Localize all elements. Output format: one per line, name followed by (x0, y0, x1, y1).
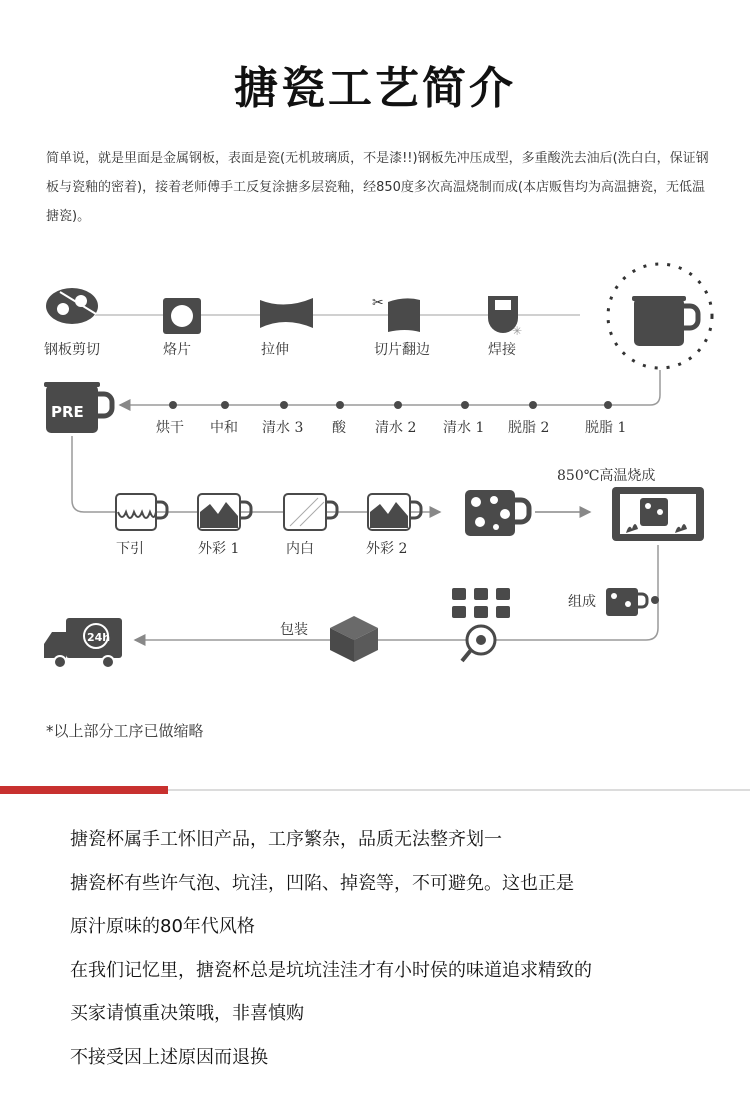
step-label-acid: 酸 (332, 420, 346, 436)
svg-text:✂: ✂ (372, 295, 384, 311)
step-label-rinse2: 清水 2 (375, 420, 417, 436)
step-label-flange: 切片翻边 (374, 342, 430, 358)
divider-line (168, 789, 750, 791)
accent-bar (0, 786, 168, 794)
package-box-icon (330, 616, 378, 662)
step-label-outer1: 外彩 1 (198, 541, 240, 557)
flower-cup-icon (465, 490, 529, 536)
intro-paragraph: 简单说，就是里面是金属钢板，表面是瓷(无机玻璃质，不是漆!!)钢板先冲压成型，多重酸洗去油后(洗白白，保证钢板与瓷釉的密着)，接着老师傅手工反复涂搪多层瓷釉，经850度多次高温烧制而成(本店贩售均为高温搪瓷，无低温搪瓷)。 (46, 151, 709, 224)
step-label-rinse1: 清水 1 (443, 420, 485, 436)
notice-list (70, 818, 592, 1079)
process-flow-diagram (0, 255, 750, 675)
pre-badge: PRE (51, 403, 84, 421)
notice-line: 买家请慎重决策哦，非喜慎购 (70, 1003, 304, 1024)
step-label-neutralize: 中和 (210, 420, 238, 436)
notice-line: 不接受因上述原因而退换 (70, 1046, 268, 1068)
delivery-truck-icon (44, 618, 122, 668)
truck-badge: 24h (87, 631, 111, 644)
kiln-label: 850℃高温烧成 (557, 468, 656, 484)
notice-line: 搪瓷杯属手工怀旧产品，工序繁杂，品质无法整齐划一 (70, 829, 502, 850)
welding-icon (488, 296, 522, 338)
pre-cup-icon (44, 382, 112, 433)
row2-connector (120, 370, 660, 405)
step-label-dip: 下引 (116, 541, 144, 557)
notice-line: 搪瓷杯有些许气泡、坑洼，凹陷、掉瓷等，不可避免。这也正是 (70, 872, 574, 894)
step-label-weld: 焊接 (488, 342, 516, 358)
step-label-outer2: 外彩 2 (366, 541, 408, 557)
assemble-label: 组成 (568, 594, 596, 610)
svg-text:✳: ✳ (512, 324, 523, 338)
note-text: *以上部分工序已做缩略 (46, 722, 204, 740)
cut-flange-icon (372, 295, 420, 332)
step-label-degrease1: 脱脂 1 (585, 420, 627, 436)
steel-cutting-icon (46, 288, 98, 324)
step-label-plate: 烙片 (163, 342, 191, 358)
step-label-cutting: 钢板剪切 (44, 342, 100, 358)
assembled-cup-icon (606, 588, 647, 616)
notice-line: 在我们记忆里，搪瓷杯总是坑坑洼洼才有小时侯的味道追求精致的 (70, 959, 592, 981)
step-label-degrease2: 脱脂 2 (508, 420, 550, 436)
step-label-stretch: 拉伸 (261, 342, 289, 358)
kiln-icon (612, 487, 704, 541)
formed-cup-icon (608, 264, 712, 368)
row4-connector (135, 545, 658, 640)
step-label-inner: 内白 (286, 541, 314, 557)
notice-line: 原汁原味的80年代风格 (70, 916, 255, 937)
inspection-icon (452, 588, 510, 661)
pack-label: 包装 (280, 622, 308, 638)
stretch-icon (260, 298, 313, 328)
plate-icon (163, 298, 201, 334)
step-label-rinse3: 清水 3 (262, 420, 304, 436)
page-title: 搪瓷工艺简介 (234, 63, 516, 114)
step-label-dry: 烘干 (156, 420, 184, 436)
